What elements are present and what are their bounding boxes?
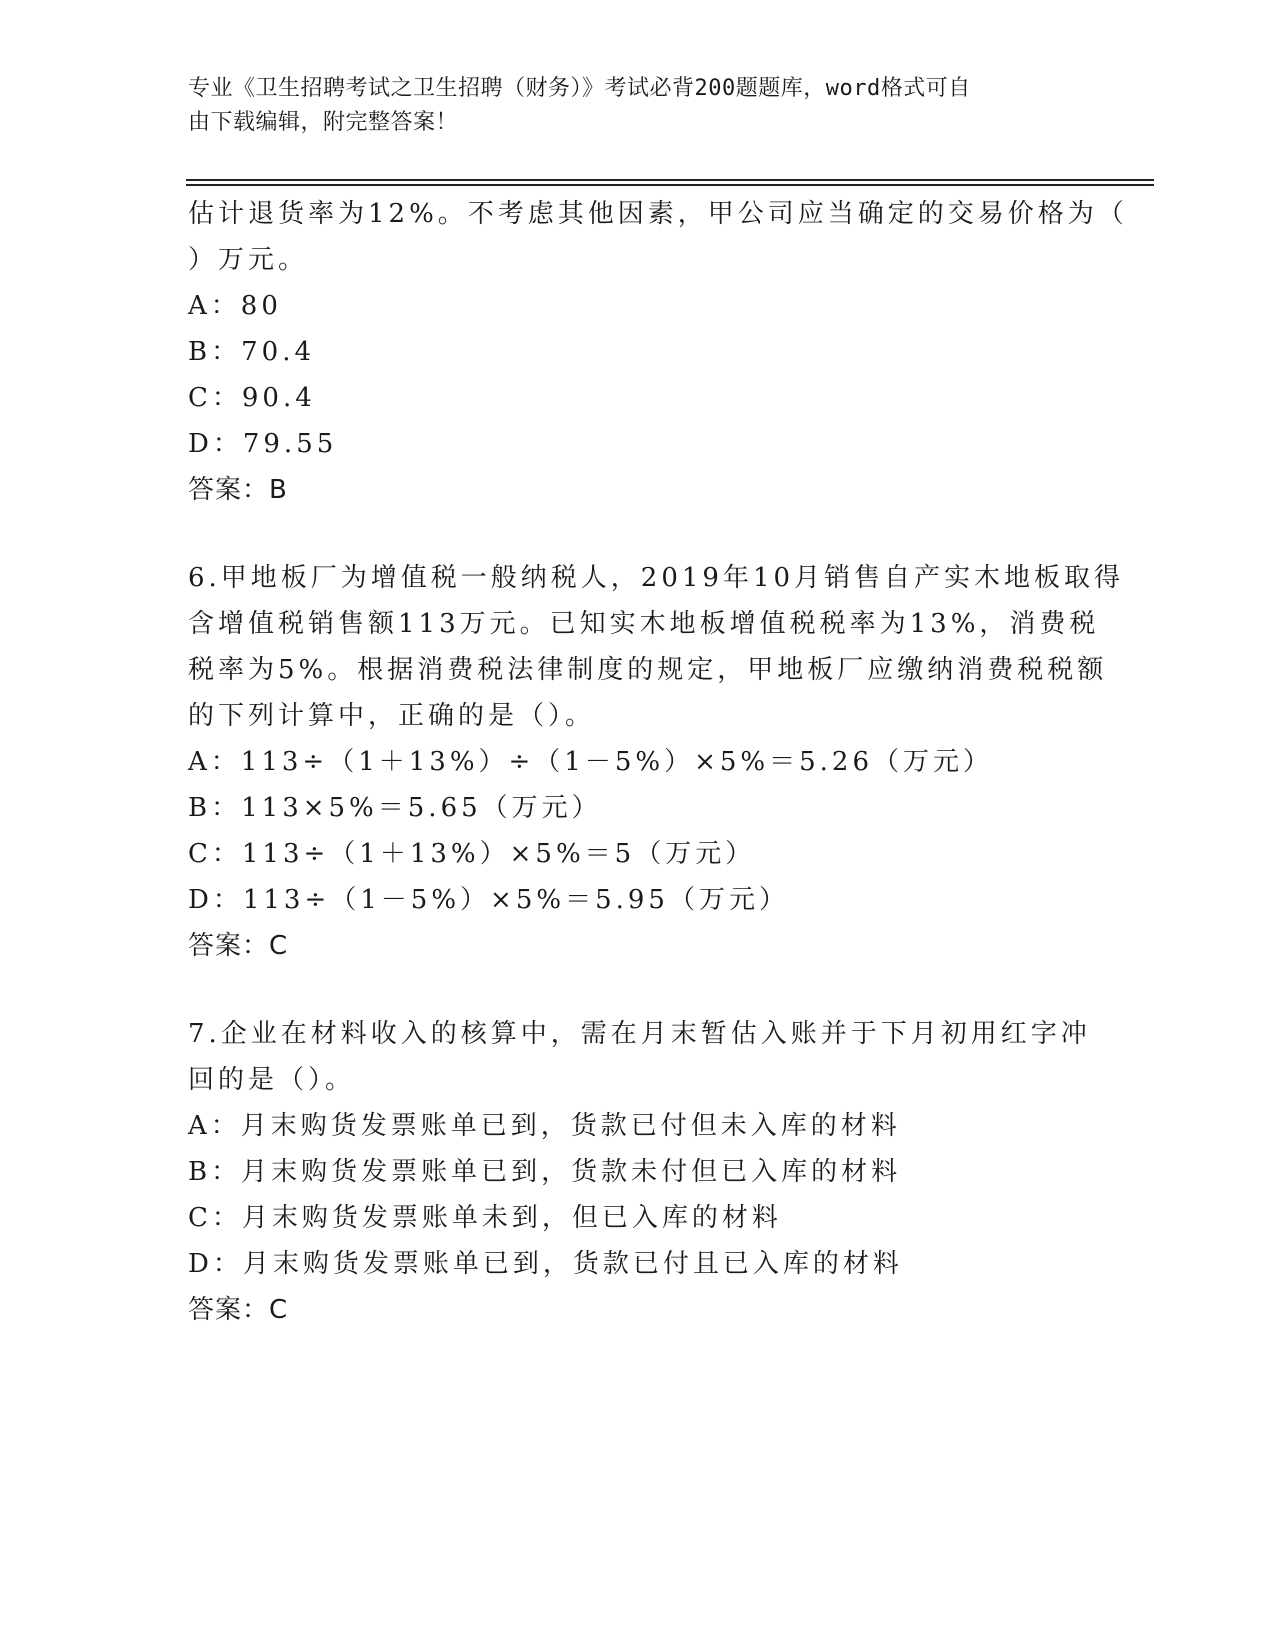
question-6 [188, 555, 1125, 969]
header-line-1: 专业《卫生招聘考试之卫生招聘（财务）》考试必背200题题库，word格式可自 [188, 76, 971, 101]
option-b: B：月末购货发票账单已到，货款未付但已入库的材料 [188, 1157, 902, 1187]
question-7 [188, 1011, 1091, 1333]
question-stem-line: 的下列计算中，正确的是（）。 [188, 701, 596, 731]
question-stem-line: ）万元。 [188, 245, 309, 275]
question-5 [188, 191, 1128, 513]
question-stem-line: 6.甲地板厂为增值税一般纳税人，2019年10月销售自产实木地板取得 [188, 563, 1125, 593]
option-d: D：月末购货发票账单已到，货款已付且已入库的材料 [188, 1249, 903, 1279]
question-stem-line: 税率为5%。根据消费税法律制度的规定，甲地板厂应缴纳消费税税额 [188, 655, 1108, 685]
option-b: B：70.4 [188, 337, 315, 367]
option-d: D：113÷（1－5%）×5%＝5.95（万元） [188, 885, 789, 915]
option-c: C：113÷（1＋13%）×5%＝5（万元） [188, 839, 756, 869]
option-d: D：79.55 [188, 429, 338, 459]
answer: 答案：B [188, 475, 288, 505]
question-stem-line: 含增值税销售额113万元。已知实木地板增值税税率为13%，消费税 [188, 609, 1100, 639]
header-rule-bottom [186, 184, 1154, 186]
question-stem-line: 7.企业在材料收入的核算中，需在月末暂估入账并于下月初用红字冲 [188, 1019, 1091, 1049]
header-rule-top [186, 179, 1154, 181]
option-c: C：90.4 [188, 383, 316, 413]
option-c: C：月末购货发票账单未到，但已入库的材料 [188, 1203, 782, 1233]
question-stem-line: 估计退货率为12%。不考虑其他因素，甲公司应当确定的交易价格为（ [188, 199, 1128, 229]
answer: 答案：C [188, 1295, 289, 1325]
option-a: A：月末购货发票账单已到，货款已付但未入库的材料 [188, 1111, 901, 1141]
document-header [188, 72, 1088, 140]
option-a: A：80 [188, 291, 282, 321]
question-stem-line: 回的是（）。 [188, 1065, 356, 1095]
question-content [188, 191, 1128, 1333]
option-b: B：113×5%＝5.65（万元） [188, 793, 602, 823]
header-line-2: 由下载编辑，附完整答案！ [188, 110, 459, 135]
option-a: A：113÷（1＋13%）÷（1－5%）×5%＝5.26（万元） [188, 747, 994, 777]
answer: 答案：C [188, 931, 289, 961]
